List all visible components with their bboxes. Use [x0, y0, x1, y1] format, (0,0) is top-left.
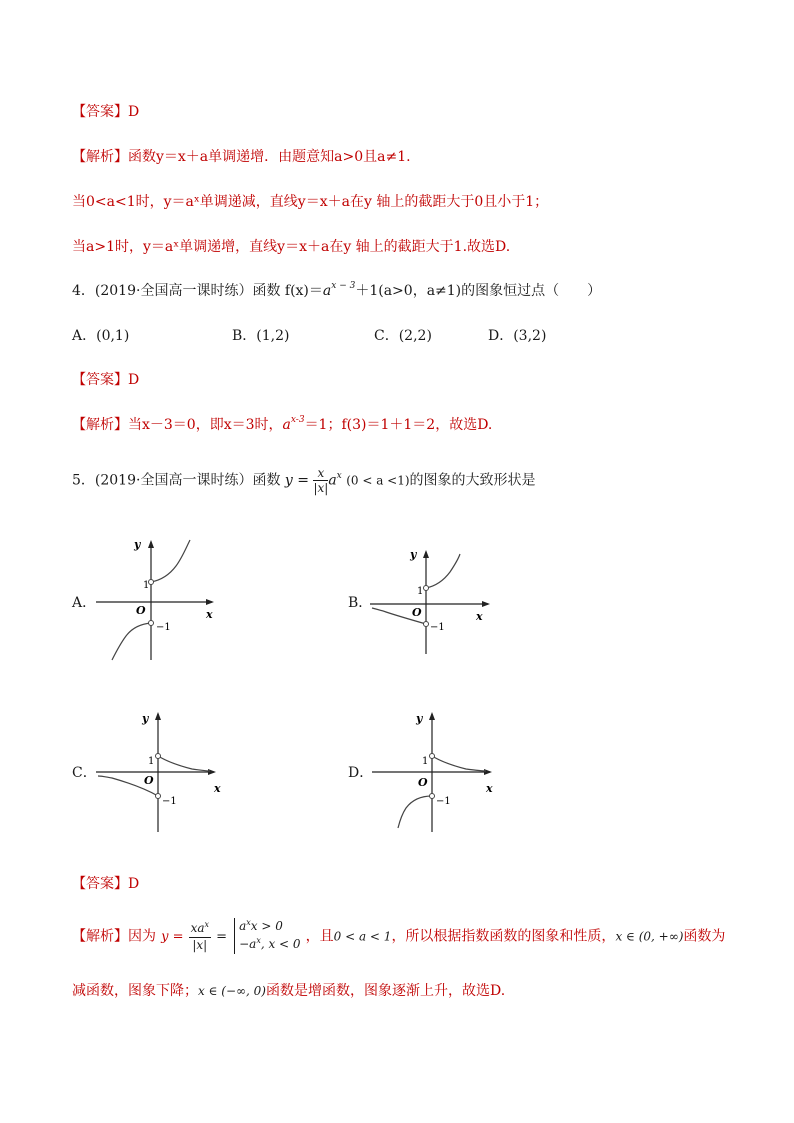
- origin-label: O: [136, 604, 146, 617]
- tick-label-1: 1: [143, 580, 150, 591]
- exp3-cases: [234, 918, 300, 954]
- q5-frac-num: x: [313, 466, 328, 481]
- y-axis-arrow-icon: [423, 550, 429, 558]
- exp3-case1-exp: x: [246, 918, 251, 927]
- exp3-case2-exp: x: [256, 936, 261, 945]
- exp2-text2: ＝1；f(3)＝1＋1＝2，故选D.: [304, 417, 493, 433]
- open-point: [424, 622, 429, 627]
- exp3-eq: =: [216, 929, 227, 945]
- exp3-line2a: 减函数，图象下降；: [72, 983, 198, 999]
- exp3-line2b: 函数是增函数，图象逐渐上升，故选D.: [265, 983, 506, 999]
- open-point: [424, 586, 429, 591]
- graph-c[interactable]: [96, 708, 228, 838]
- origin-label: O: [418, 776, 428, 789]
- tick-label-1: 1: [422, 756, 429, 767]
- q5-fraction: [313, 466, 328, 495]
- y-axis-arrow-icon: [155, 712, 161, 720]
- y-axis-arrow-icon: [148, 540, 154, 548]
- exp3-case2-cond: , x < 0: [260, 937, 301, 951]
- q5-y-eq: y =: [284, 472, 309, 489]
- exp3-case1-cond: x > 0: [250, 919, 283, 933]
- x-label: x: [476, 610, 483, 623]
- explanation-line-4: [72, 414, 492, 434]
- answer-value: D: [128, 876, 140, 892]
- explanation-line-3: 当a>1时，y＝aˣ单调递增，直线y＝x＋a在y 轴上的截距大于1.故选D.: [72, 239, 511, 255]
- open-point: [156, 794, 161, 799]
- curve-right: [432, 756, 486, 771]
- q5-base: a: [328, 472, 337, 489]
- exp3-fraction: [189, 921, 211, 952]
- tick-label-neg-1: −1: [430, 622, 445, 633]
- exp3-mid: ，且: [305, 928, 334, 945]
- tick-label-1: 1: [148, 756, 155, 767]
- exp3-frac-num: xa: [190, 920, 205, 935]
- q4-option-a[interactable]: A．(0,1): [72, 328, 130, 344]
- q5-exp: x: [336, 470, 342, 481]
- open-point: [430, 794, 435, 799]
- x-label: x: [486, 782, 493, 795]
- q4-option-b[interactable]: B．(1,2): [232, 328, 290, 344]
- exp3-because: 因为: [128, 928, 156, 945]
- answer-row-3: [72, 873, 139, 893]
- q5-frac-den: |x|: [313, 481, 329, 495]
- explanation-line-2: 当0<a<1时，y＝aˣ单调递减，直线y＝x＋a在y 轴上的截距大于0且小于1；: [72, 194, 549, 210]
- graph-a[interactable]: [96, 536, 226, 670]
- curve-right: [426, 554, 460, 588]
- answer-value: D: [128, 372, 140, 388]
- answer-tag: 【答案】: [72, 876, 128, 892]
- answer-value: D: [128, 104, 140, 120]
- x-axis-arrow-icon: [208, 769, 216, 775]
- exp3-interval2: x ∈ (−∞, 0): [198, 984, 266, 998]
- x-label: x: [214, 782, 221, 795]
- origin-label: O: [412, 606, 422, 619]
- q4-exp: x − 3: [331, 281, 356, 291]
- exp3-case1: a: [239, 919, 247, 933]
- explanation-line-6: [72, 980, 505, 1000]
- q4-option-d[interactable]: D．(3,2): [488, 328, 547, 344]
- x-label: x: [206, 608, 213, 621]
- question-4-stem: [72, 280, 601, 300]
- exp3-text2: 函数为: [683, 928, 726, 945]
- curve-right: [158, 756, 210, 771]
- exp3-cond: 0 < a < 1: [333, 929, 392, 944]
- graph-option-d-label[interactable]: D．: [348, 765, 374, 781]
- y-axis-arrow-icon: [429, 712, 435, 720]
- exp3-y-eq: y =: [161, 929, 184, 945]
- y-label: y: [134, 538, 141, 551]
- graph-option-c-label[interactable]: C．: [72, 765, 97, 781]
- q5-cond: (0 < a <1): [346, 473, 410, 488]
- curve-right: [151, 540, 190, 582]
- explanation-line-1: [72, 146, 411, 166]
- q4-option-c[interactable]: C．(2,2): [374, 328, 432, 344]
- curve-left: [398, 796, 432, 828]
- y-label: y: [142, 712, 149, 725]
- x-axis-arrow-icon: [482, 601, 490, 607]
- answer-tag: 【答案】: [72, 104, 128, 120]
- curve-left: [112, 623, 151, 660]
- graph-option-b-label[interactable]: B．: [348, 595, 373, 611]
- x-axis-arrow-icon: [484, 769, 492, 775]
- open-point: [149, 621, 154, 626]
- answer-tag: 【答案】: [72, 372, 128, 388]
- tick-label-1: 1: [417, 586, 424, 597]
- q4-base: a: [322, 283, 332, 299]
- q4-suffix: ＋1(a>0，a≠1)的图象恒过点（ ）: [355, 283, 602, 299]
- open-point: [156, 754, 161, 759]
- graph-b[interactable]: [370, 546, 500, 662]
- answer-row-1: [72, 101, 139, 121]
- origin-label: O: [144, 774, 154, 787]
- explanation-tag: 【解析】: [72, 149, 128, 165]
- x-axis-arrow-icon: [206, 599, 214, 605]
- y-label: y: [416, 712, 423, 725]
- graph-d[interactable]: [372, 708, 506, 838]
- exp3-frac-den: |x|: [192, 937, 208, 952]
- explanation-tag: 【解析】: [72, 928, 128, 945]
- tick-label-neg-1: −1: [162, 796, 177, 807]
- q5-prefix: 5．(2019·全国高一课时练）函数: [72, 472, 281, 489]
- tick-label-neg-1: −1: [156, 622, 171, 633]
- tick-label-neg-1: −1: [436, 796, 451, 807]
- explanation-tag: 【解析】: [72, 417, 128, 433]
- answer-row-2: [72, 369, 139, 389]
- question-5-stem: [72, 466, 536, 495]
- explanation-text: 函数y＝x＋a单调递增．由题意知a>0且a≠1.: [128, 149, 411, 165]
- q5-suffix: 的图象的大致形状是: [409, 472, 536, 489]
- exp2-text1: 当x－3＝0，即x＝3时，: [128, 417, 283, 433]
- exp2-base: a: [282, 417, 291, 433]
- exp2-exp: x-3: [290, 415, 305, 425]
- q4-prefix: 4．(2019·全国高一课时练）函数 f(x)＝: [72, 283, 323, 299]
- open-point: [430, 754, 435, 759]
- graph-option-a-label[interactable]: A．: [72, 595, 97, 611]
- exp3-case2: −a: [239, 937, 257, 951]
- exp3-interval1: x ∈ (0, +∞): [615, 929, 684, 944]
- exp3-frac-num-exp: x: [204, 919, 209, 929]
- explanation-line-5: [72, 918, 725, 954]
- y-label: y: [410, 548, 417, 561]
- exp3-text: ，所以根据指数函数的图象和性质，: [391, 928, 616, 945]
